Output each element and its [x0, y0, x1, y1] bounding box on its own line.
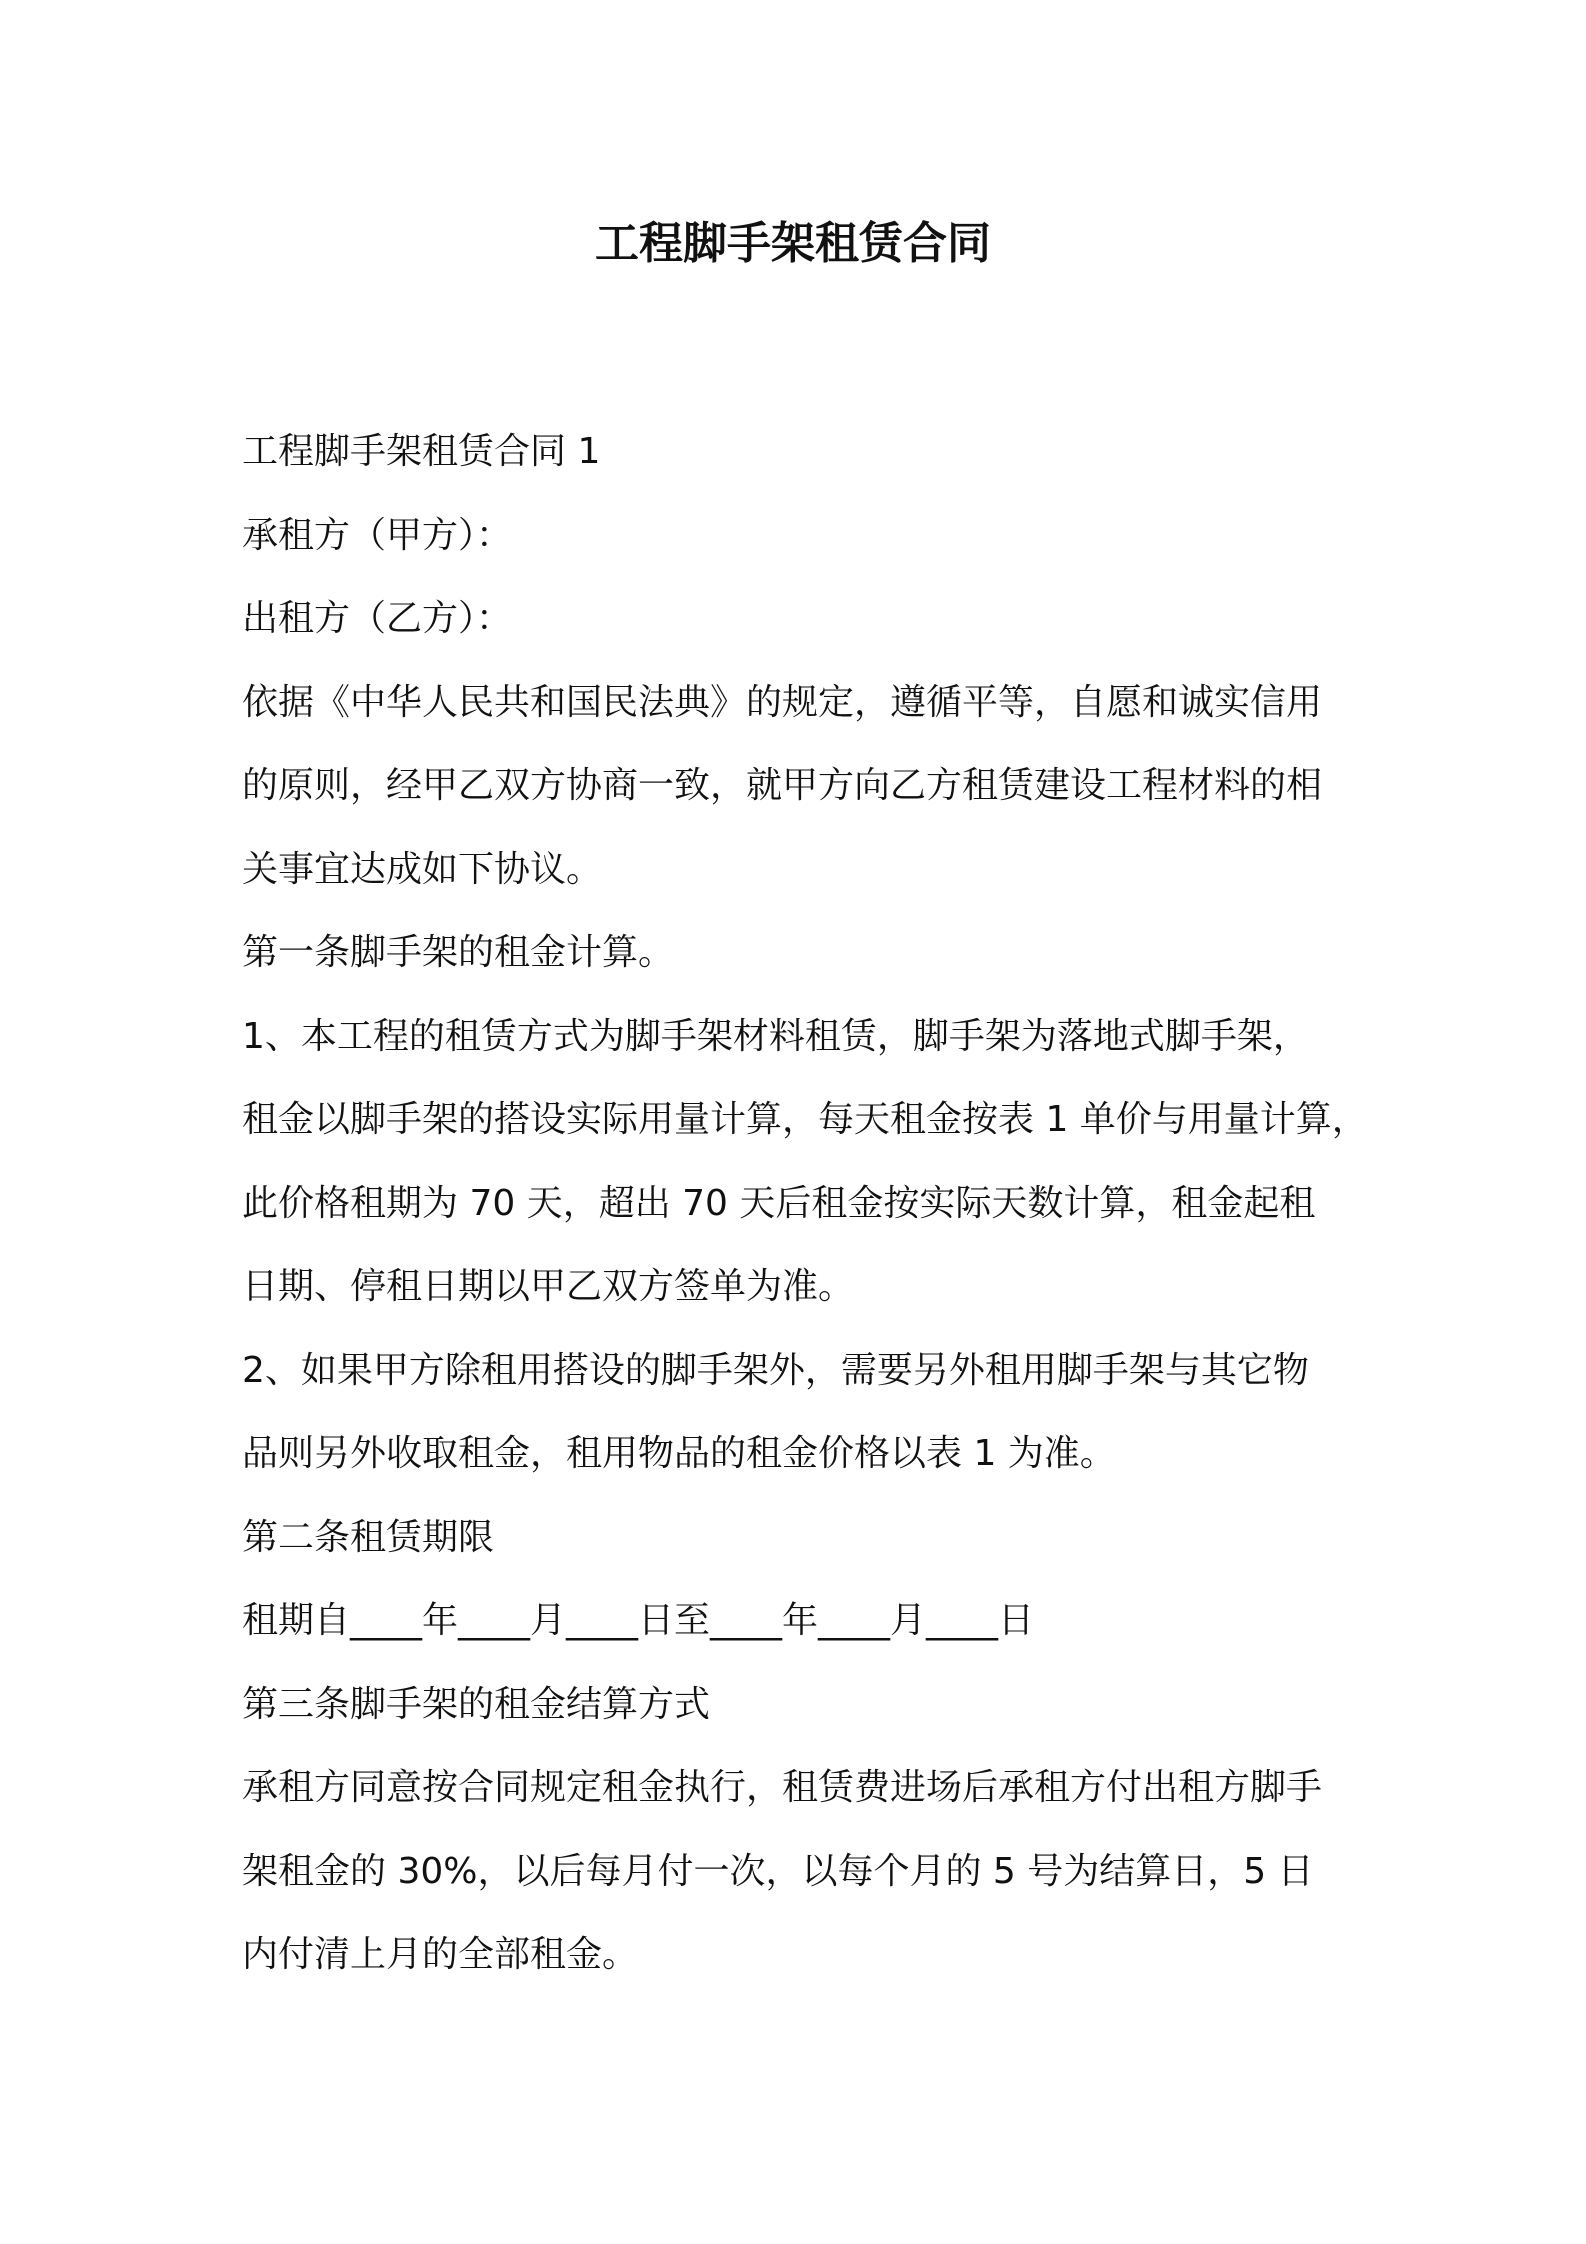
article-1-clause-1-line-2: 租金以脚手架的搭设实际用量计算，每天租金按表 1 单价与用量计算， [242, 1099, 1368, 1140]
article-1-heading: 第一条脚手架的租金计算。 [242, 932, 675, 973]
lessee-line: 承租方（甲方）： [242, 514, 513, 556]
lease-term-line: 租期自____年____月____日至____年____月____日 [242, 1600, 1035, 1641]
article-2-heading: 第二条租赁期限 [242, 1516, 495, 1558]
article-3-line-1: 承租方同意按合同规定租金执行，租赁费进场后承租方付出租方脚手 [242, 1767, 1323, 1808]
article-3-line-2: 架租金的 30%，以后每月付一次，以每个月的 5 号为结算日，5 日 [242, 1850, 1314, 1892]
document-title: 工程脚手架租赁合同 [595, 218, 991, 269]
article-1-clause-1-line-1: 1、本工程的租赁方式为脚手架材料租赁，脚手架为落地式脚手架， [242, 1015, 1309, 1057]
article-3-line-3: 内付清上月的全部租金。 [242, 1934, 639, 1975]
article-1-clause-1-line-4: 日期、停租日期以甲乙双方签单为准。 [242, 1266, 855, 1307]
contract-subtitle: 工程脚手架租赁合同 1 [242, 431, 601, 472]
preamble-line-3: 关事宜达成如下协议。 [242, 848, 603, 890]
preamble-line-1: 依据《中华人民共和国民法典》的规定，遵循平等，自愿和诚实信用 [242, 681, 1323, 723]
article-3-heading: 第三条脚手架的租金结算方式 [242, 1683, 711, 1725]
article-1-clause-2-line-1: 2、如果甲方除租用搭设的脚手架外，需要另外租用脚手架与其它物 [242, 1349, 1309, 1391]
preamble-line-2: 的原则，经甲乙双方协商一致，就甲方向乙方租赁建设工程材料的相 [242, 765, 1323, 806]
article-1-clause-1-line-3: 此价格租期为 70 天，超出 70 天后租金按实际天数计算，租金起租 [242, 1182, 1316, 1224]
lessor-line: 出租方（乙方）： [242, 598, 513, 639]
document-body [242, 410, 1382, 1997]
article-1-clause-2-line-2: 品则另外收取租金，租用物品的租金价格以表 1 为准。 [242, 1433, 1116, 1474]
